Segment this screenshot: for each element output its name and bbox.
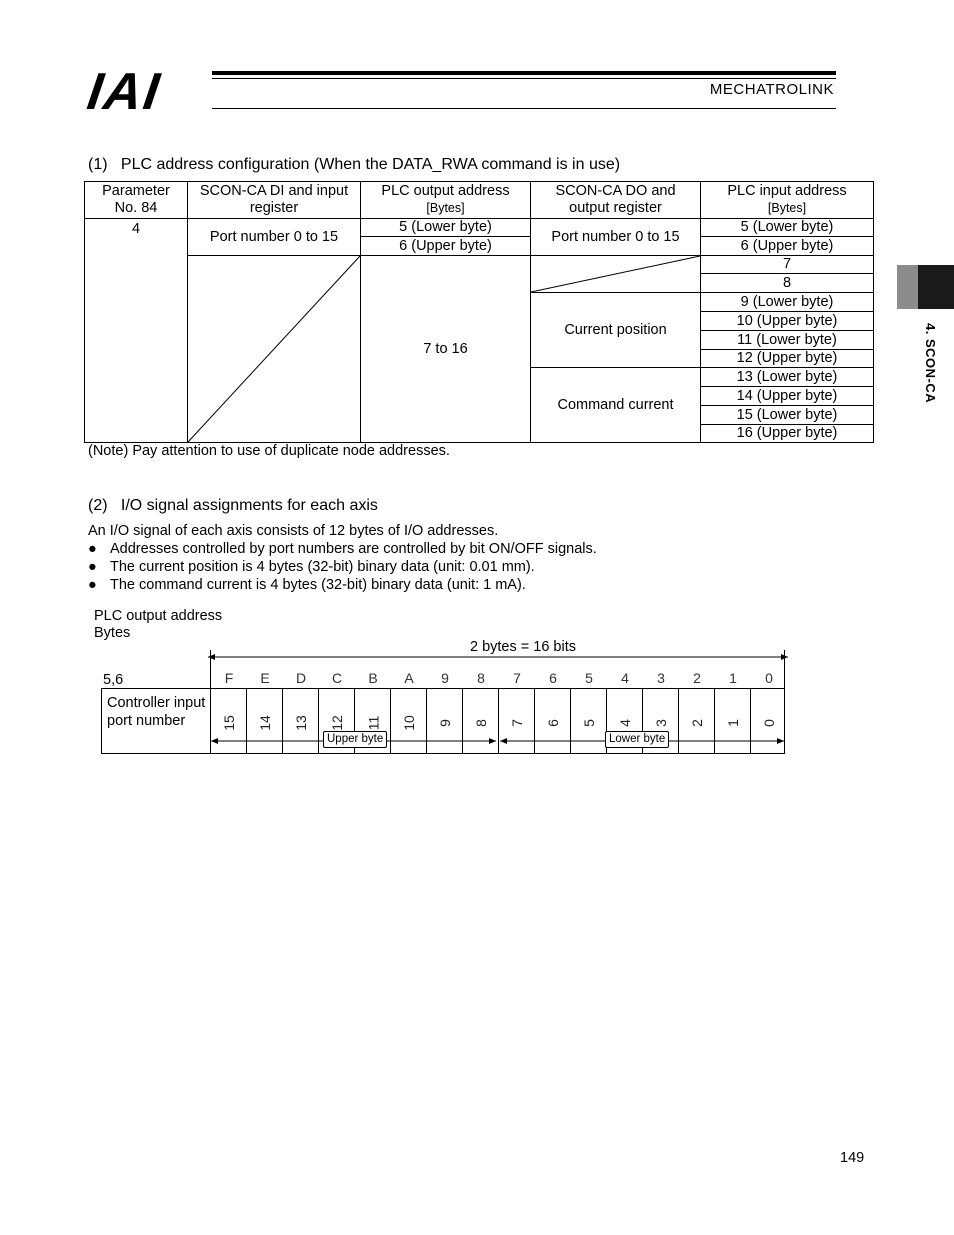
row-address: 5,6 <box>103 672 124 688</box>
table-note: (Note) Pay attention to use of duplicate node addresses. <box>88 443 450 459</box>
port-number: 12 <box>328 715 345 731</box>
side-tab-gray-block <box>897 265 918 309</box>
manual-name: MECHATROLINK <box>709 81 834 98</box>
plc-address-table <box>84 181 874 443</box>
bit-assignment-diagram <box>94 605 790 765</box>
iai-logo: IAI <box>83 63 165 121</box>
port-number: 10 <box>400 715 417 731</box>
bit-header: C <box>331 670 343 686</box>
header-rule-thick <box>212 71 836 75</box>
bit-header: 6 <box>549 670 557 686</box>
bullet-item: ● Addresses controlled by port numbers are controlled by bit ON/OFF signals. <box>88 541 597 557</box>
in-addr: 15 (Lower byte) <box>700 405 874 425</box>
bullet-item: ● The current position is 4 bytes (32-bit) binary data (unit: 0.01 mm). <box>88 559 535 575</box>
side-tab-black-block <box>918 265 954 309</box>
in-addr: 11 (Lower byte) <box>700 330 874 350</box>
port-number: 5 <box>580 719 597 727</box>
header-rule-thin-top <box>212 78 836 79</box>
header-plc-input: PLC input address [Bytes] <box>700 181 874 219</box>
bit-header: 0 <box>765 670 773 686</box>
do-command-current: Command current <box>530 367 701 443</box>
diagonal-strike-small <box>530 255 701 293</box>
port-number: 0 <box>760 719 777 727</box>
bullet-icon: ● <box>88 577 97 593</box>
bullet-icon: ● <box>88 541 97 557</box>
out-addr-rest: 7 to 16 <box>360 255 531 443</box>
in-addr: 8 <box>700 273 874 293</box>
controller-port-label: Controller input port number <box>107 695 206 729</box>
byte-arrows <box>208 735 788 747</box>
section2-intro: An I/O signal of each axis consists of 12 bytes of I/O addresses. <box>88 523 499 539</box>
bit-header: 7 <box>513 670 521 686</box>
bit-header: B <box>368 670 378 686</box>
upper-byte-label: Upper byte <box>323 731 387 748</box>
bit-header: 5 <box>585 670 593 686</box>
do-current-position: Current position <box>530 292 701 368</box>
bit-header: 9 <box>441 670 449 686</box>
do-port-cell: Port number 0 to 15 <box>530 218 701 256</box>
in-addr: 12 (Upper byte) <box>700 349 874 368</box>
do-blank-cell <box>530 255 701 293</box>
bit-header: 8 <box>477 670 485 686</box>
in-addr: 16 (Upper byte) <box>700 424 874 443</box>
section1-title: (1) PLC address configuration (When the DATA_RWA command is in use) <box>88 156 621 173</box>
in-addr: 7 <box>700 255 874 274</box>
bit-header: 4 <box>621 670 629 686</box>
bit-header: 2 <box>693 670 701 686</box>
row-left-line <box>101 688 102 754</box>
port-number: 15 <box>220 715 237 731</box>
port-number: 14 <box>256 715 273 731</box>
diagonal-strike <box>187 255 361 443</box>
header-di-register: SCON-CA DI and input register <box>187 181 361 219</box>
row-bottom-line <box>101 753 785 754</box>
row-top-line <box>101 688 785 689</box>
in-addr: 5 (Lower byte) <box>700 218 874 237</box>
port-number: 1 <box>724 719 741 727</box>
bit-header: E <box>260 670 270 686</box>
parameter-value-cell: 4 <box>84 218 188 443</box>
bullet-item: ● The command current is 4 bytes (32-bit) binary data (unit: 1 mA). <box>88 577 526 593</box>
out-addr-6: 6 (Upper byte) <box>360 236 531 256</box>
lower-byte-label: Lower byte <box>605 731 669 748</box>
span-arrow <box>206 651 790 663</box>
span-label: 2 bytes = 16 bits <box>470 639 576 655</box>
port-number: 7 <box>508 719 525 727</box>
header-rule-thin <box>212 108 836 109</box>
bit-header: F <box>224 670 234 686</box>
in-addr: 6 (Upper byte) <box>700 236 874 256</box>
in-addr: 9 (Lower byte) <box>700 292 874 312</box>
di-port-cell: Port number 0 to 15 <box>187 218 361 256</box>
port-number: 2 <box>688 719 705 727</box>
port-number: 8 <box>472 719 489 727</box>
bytes-label: Bytes <box>94 625 131 641</box>
port-number: 13 <box>292 715 309 731</box>
plc-output-label: PLC output address <box>94 608 223 624</box>
port-number: 11 <box>364 715 381 731</box>
section2-title: (2) I/O signal assignments for each axis <box>88 497 378 514</box>
in-addr: 13 (Lower byte) <box>700 367 874 387</box>
port-number: 9 <box>436 719 453 727</box>
port-number: 6 <box>544 719 561 727</box>
bit-header: A <box>404 670 414 686</box>
bit-header: 1 <box>729 670 737 686</box>
out-addr-5: 5 (Lower byte) <box>360 218 531 237</box>
header-plc-output: PLC output address [Bytes] <box>360 181 531 219</box>
bit-header: D <box>295 670 307 686</box>
port-number: 3 <box>652 719 669 727</box>
header-parameter: Parameter No. 84 <box>84 181 188 219</box>
chapter-tab-label: 4. SCON-CA <box>923 323 938 404</box>
bullet-icon: ● <box>88 559 97 575</box>
in-addr: 10 (Upper byte) <box>700 311 874 331</box>
port-number: 4 <box>616 719 633 727</box>
bit-header: 3 <box>657 670 665 686</box>
page-number: 149 <box>840 1150 865 1166</box>
header-do-register: SCON-CA DO and output register <box>530 181 701 219</box>
in-addr: 14 (Upper byte) <box>700 386 874 406</box>
di-blank-cell <box>187 255 361 443</box>
